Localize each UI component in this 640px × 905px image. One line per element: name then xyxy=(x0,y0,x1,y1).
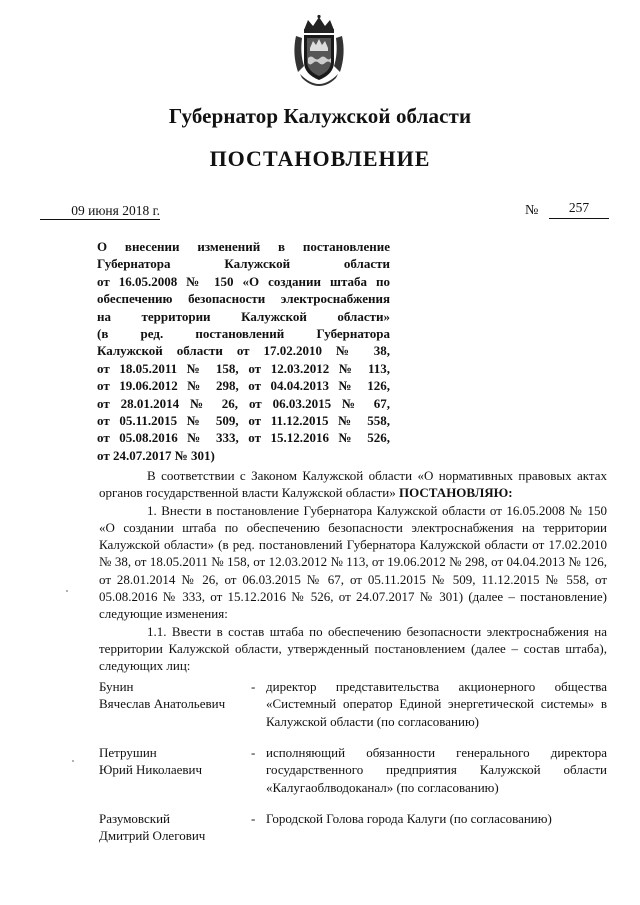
subject-line: от 19.06.2012 № 298, от 04.04.2013 № 126, xyxy=(97,378,390,394)
number-sign: № xyxy=(525,203,539,218)
subject-line: Калужской области от 17.02.2010 № 38, xyxy=(97,343,390,359)
member-dash: - xyxy=(251,679,256,694)
item-1-1-paragraph: 1.1. Ввести в состав штаба по обеспечению безопасности электроснабжения на территории Калужской области, утвержденный постановлением (далее – состав штаба), следующих лиц: xyxy=(99,623,607,674)
subject-line: от 18.05.2011 № 158, от 12.03.2012 № 113, xyxy=(97,360,390,376)
subject-line: от 16.05.2008 № 150 «О создании штаба по xyxy=(97,273,390,289)
document-type-title: ПОСТАНОВЛЕНИЕ xyxy=(209,146,431,171)
subject-line: от 24.07.2017 № 301) xyxy=(97,447,215,463)
document-body xyxy=(99,467,607,675)
member-surname: Петрушин xyxy=(99,745,157,760)
scan-speck xyxy=(72,760,74,762)
item-1-paragraph: 1. Внести в постановление Губернатора Калужской области от 16.05.2008 № 150 «О создании штаба по обеспечению безопасности электроснабжения на территории Калужской области» (в ред. постановлений Губернатора Калужской области от 17.02.2010 № 38, от 18.05.2011 № 158, от 12.03.2012 № 113, от 19.06.2012 № 298, от 04.04.2013 № 126, от 28.01.2014 № 26, от 06.03.2015 № 67, от 05.11.2015 № 509, 11.12.2015 № 558, от 05.08.2016 № 333, от 15.12.2016 № 526, от 24.07.2017 № 301) (далее – постановление) следующие изменения: xyxy=(99,502,607,622)
subject-line: О внесении изменений в постановление xyxy=(97,239,390,254)
document-date: 09 июня 2018 г. xyxy=(40,203,160,220)
member-surname: Разумовский xyxy=(99,811,170,826)
subject-line: Губернатора Калужской области xyxy=(97,256,390,272)
member-surname: Бунин xyxy=(99,679,134,694)
subject-line: от 05.08.2016 № 333, от 15.12.2016 № 526, xyxy=(97,430,390,446)
member-given-names: Юрий Николаевич xyxy=(99,762,203,778)
kaluga-coat-of-arms-icon xyxy=(290,14,348,86)
member-name xyxy=(99,678,249,713)
member-name xyxy=(99,810,249,845)
document-subject xyxy=(97,238,390,464)
subject-line: от 05.11.2015 № 509, от 11.12.2015 № 558, xyxy=(97,413,390,429)
member-role: исполняющий обязанности генерального директора государственного предприятия Калужской области «Калугаоблводоканал» (по согласованию) xyxy=(266,745,607,795)
preamble-text: В соответствии с Законом Калужской области «О нормативных правовых актах органов государственной власти Калужской области» xyxy=(99,468,607,501)
document-number: 257 xyxy=(549,200,609,219)
member-name xyxy=(99,744,249,779)
issuing-authority: Губернатор Калужской области xyxy=(168,104,472,128)
preamble-paragraph xyxy=(99,467,607,502)
subject-line: (в ред. постановлений Губернатора xyxy=(97,326,390,342)
subject-line: от 28.01.2014 № 26, от 06.03.2015 № 67, xyxy=(97,395,390,411)
subject-line: обеспечению безопасности электроснабжения xyxy=(97,291,390,307)
member-dash: - xyxy=(251,745,256,760)
subject-line: на территории Калужской области» xyxy=(97,308,390,324)
decree-word: ПОСТАНОВЛЯЮ: xyxy=(399,485,513,501)
scan-speck xyxy=(66,590,68,592)
member-role: Городской Голова города Калуги (по согласованию) xyxy=(266,811,552,826)
member-dash: - xyxy=(251,811,256,826)
member-role: директор представительства акционерного общества «Системный оператор Единой энергетической системы» в Калужской области (по согласованию) xyxy=(266,679,607,729)
member-given-names: Дмитрий Олегович xyxy=(99,828,206,844)
member-given-names: Вячеслав Анатольевич xyxy=(99,696,226,712)
